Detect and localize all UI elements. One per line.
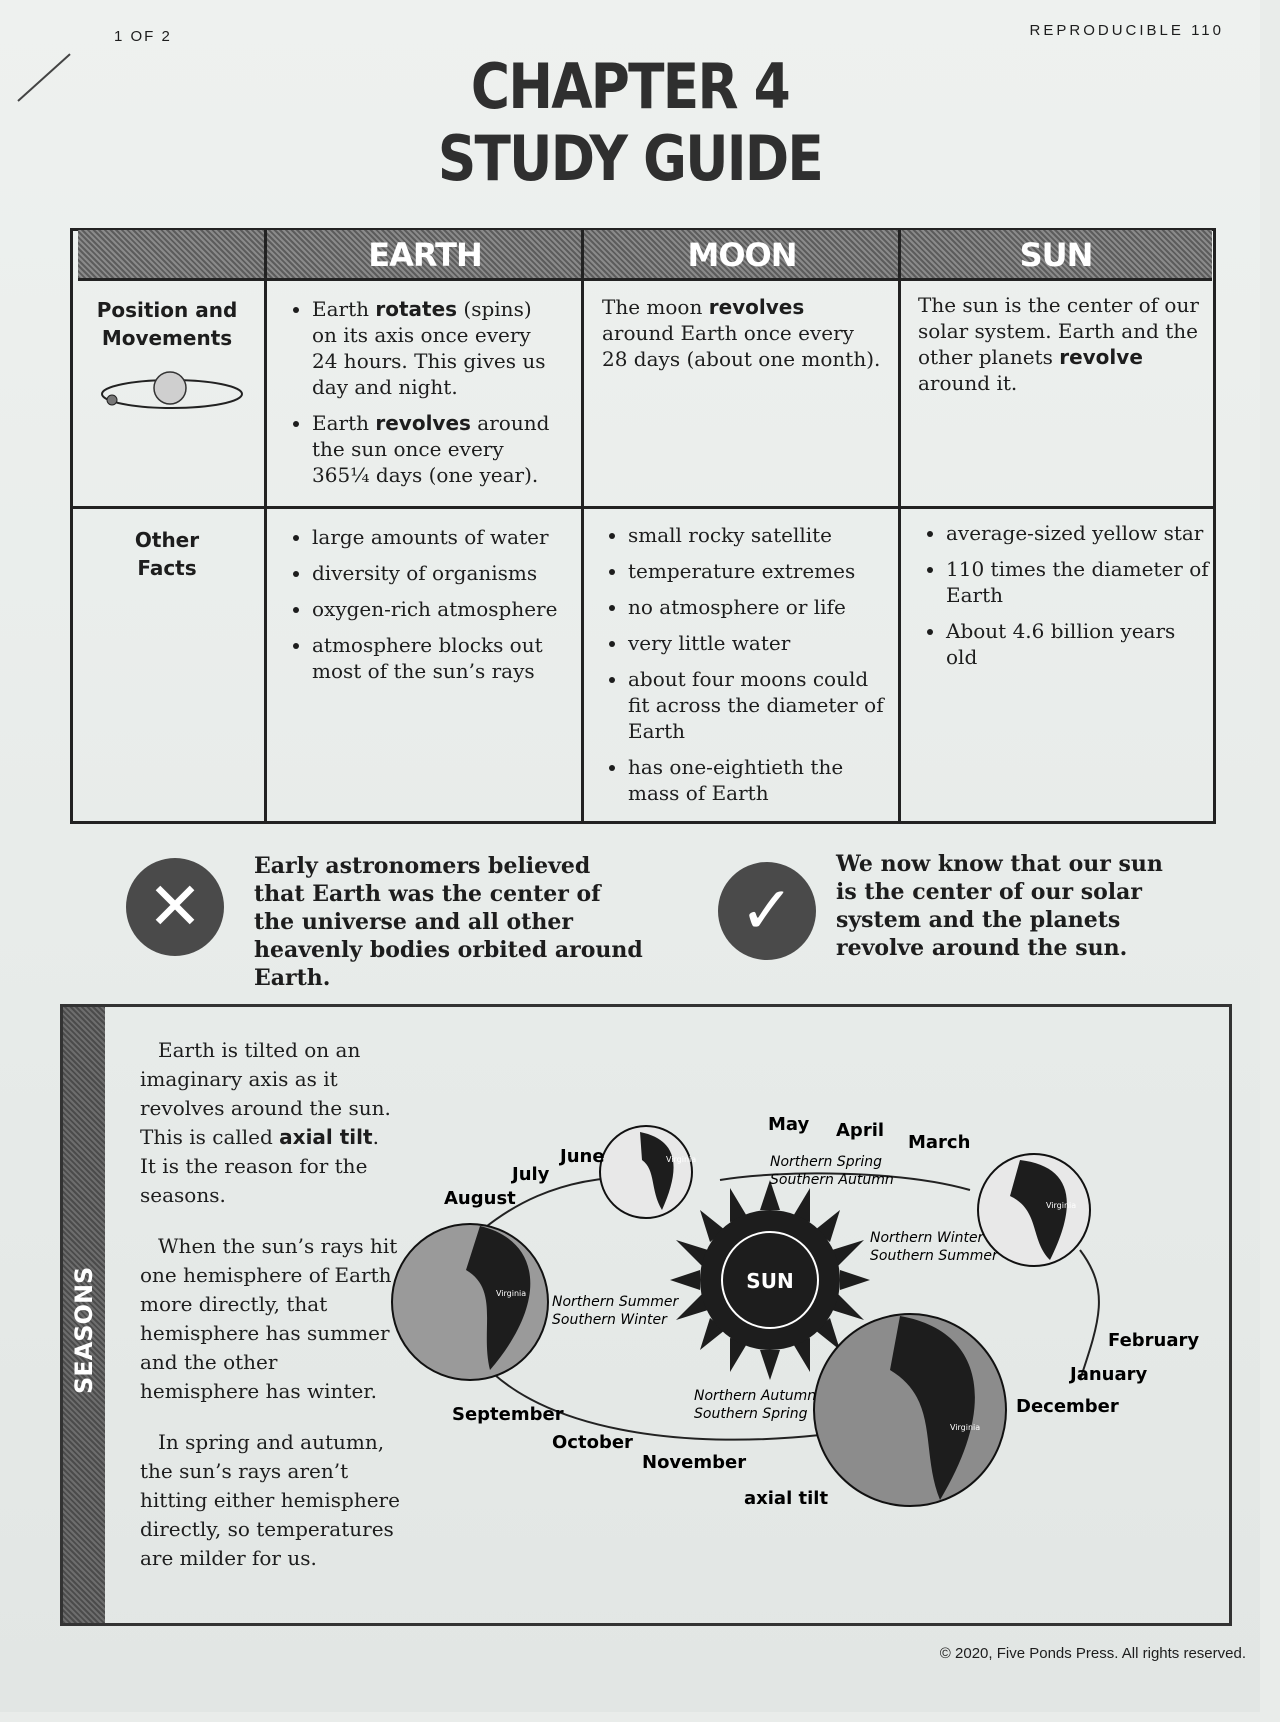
modern-knowledge-text: We now know that our sun is the center of our solar system and the planets revolve around the sun. xyxy=(836,851,1163,961)
list-item: • average-sized yellow star xyxy=(946,520,1210,546)
virginia-label: Virginia xyxy=(1046,1201,1077,1210)
month-label: September xyxy=(452,1404,564,1425)
earth-revolves-fact: • Earth revolves around the sun once every 365¼ days (one year). xyxy=(312,410,560,488)
x-mark-icon: ✕ xyxy=(126,858,224,956)
earth-spring-icon xyxy=(600,1126,692,1218)
column-divider xyxy=(581,230,584,822)
page-count: 1 OF 2 xyxy=(114,28,172,45)
check-mark-icon: ✓ xyxy=(718,862,816,960)
earth-facts-cell xyxy=(290,524,562,694)
row-header-other-facts: Other Facts xyxy=(134,528,200,580)
season-label: Northern Winter xyxy=(870,1230,984,1246)
month-label: July xyxy=(512,1164,550,1185)
column-divider xyxy=(898,230,901,822)
list-item: • has one-eightieth the mass of Earth xyxy=(628,754,888,806)
earth-summer-icon xyxy=(392,1224,548,1380)
season-label: Northern Spring xyxy=(770,1154,883,1170)
sun-facts-cell xyxy=(924,520,1210,680)
month-label: December xyxy=(1016,1396,1119,1417)
copyright-notice: © 2020, Five Ponds Press. All rights reserved. xyxy=(939,1645,1246,1662)
month-label: April xyxy=(836,1120,885,1141)
early-belief-text: Early astronomers believed that Earth was the center of the universe and all other heavenly bodies orbited around Earth. xyxy=(254,853,643,991)
reproducible-number: REPRODUCIBLE 110 xyxy=(1029,22,1224,39)
month-label: February xyxy=(1108,1330,1200,1351)
season-label: Southern Autumn xyxy=(770,1172,894,1188)
column-header-sun: SUN xyxy=(1019,236,1093,274)
row-header-position: Position and Movements xyxy=(96,298,238,350)
month-label: August xyxy=(444,1188,516,1209)
list-item: • oxygen-rich atmosphere xyxy=(312,596,562,622)
sun-position-cell: The sun is the center of our solar system. Earth and the other planets revolve around it. xyxy=(918,293,1199,395)
sun-label: SUN xyxy=(746,1269,794,1293)
season-label: Southern Summer xyxy=(870,1248,998,1264)
list-item: • small rocky satellite xyxy=(628,522,888,548)
orbit-icon xyxy=(98,362,246,422)
month-label: October xyxy=(552,1432,633,1453)
season-label: Southern Spring xyxy=(694,1406,808,1422)
moon-facts-cell xyxy=(606,522,888,816)
list-item: • very little water xyxy=(628,630,888,656)
virginia-label: Virginia xyxy=(496,1289,527,1298)
list-item: • atmosphere blocks out most of the sun’s rays xyxy=(312,632,562,684)
list-item: • no atmosphere or life xyxy=(628,594,888,620)
row-divider xyxy=(72,506,1214,509)
moon-position-cell: The moon revolves around Earth once every 28 days (about one month). xyxy=(602,295,881,371)
orbit-arrow xyxy=(1080,1250,1099,1380)
month-label: January xyxy=(1070,1364,1148,1385)
seasons-label: SEASONS xyxy=(70,1266,98,1394)
list-item: • temperature extremes xyxy=(628,558,888,584)
seasons-explanation: Earth is tilted on an imaginary axis as it revolves around the sun. This is called axial tilt. It is the reason for the seasons. When the sun’s rays hit one hemisphere of Earth more directly, that hemisphere has summer and the other hemisphere has winter. In spring and autumn, the sun’s rays aren’t hitting either hemisphere directly, so temperatures are milder for us. xyxy=(140,1038,400,1570)
list-item: • 110 times the diameter of Earth xyxy=(946,556,1210,608)
month-label: November xyxy=(642,1452,747,1473)
column-divider xyxy=(264,230,267,822)
month-label: May xyxy=(768,1114,810,1135)
column-header-moon: MOON xyxy=(687,236,797,274)
season-label: Northern Autumn xyxy=(694,1388,817,1404)
list-item: • large amounts of water xyxy=(312,524,562,550)
page-title-line2: STUDY GUIDE xyxy=(437,122,823,195)
season-label: Northern Summer xyxy=(552,1294,679,1310)
axial-tilt-label: axial tilt xyxy=(744,1488,829,1509)
column-header-earth: EARTH xyxy=(368,236,482,274)
earth-rotates-fact: • Earth rotates (spins) on its axis once every 24 hours. This gives us day and night. xyxy=(312,296,560,400)
season-label: Southern Winter xyxy=(552,1312,667,1328)
earth-position-cell xyxy=(290,296,560,498)
virginia-label: Virginia xyxy=(666,1155,697,1164)
seasons-diagram xyxy=(380,1100,1220,1540)
list-item: • diversity of organisms xyxy=(312,560,562,586)
month-label: June xyxy=(560,1146,605,1167)
virginia-label: Virginia xyxy=(950,1423,981,1432)
list-item: • About 4.6 billion years old xyxy=(946,618,1210,670)
page-title-line1: CHAPTER 4 xyxy=(470,50,790,123)
list-item: • about four moons could fit across the diameter of Earth xyxy=(628,666,888,744)
earth-autumn-icon xyxy=(814,1314,1006,1506)
month-label: March xyxy=(908,1132,971,1153)
